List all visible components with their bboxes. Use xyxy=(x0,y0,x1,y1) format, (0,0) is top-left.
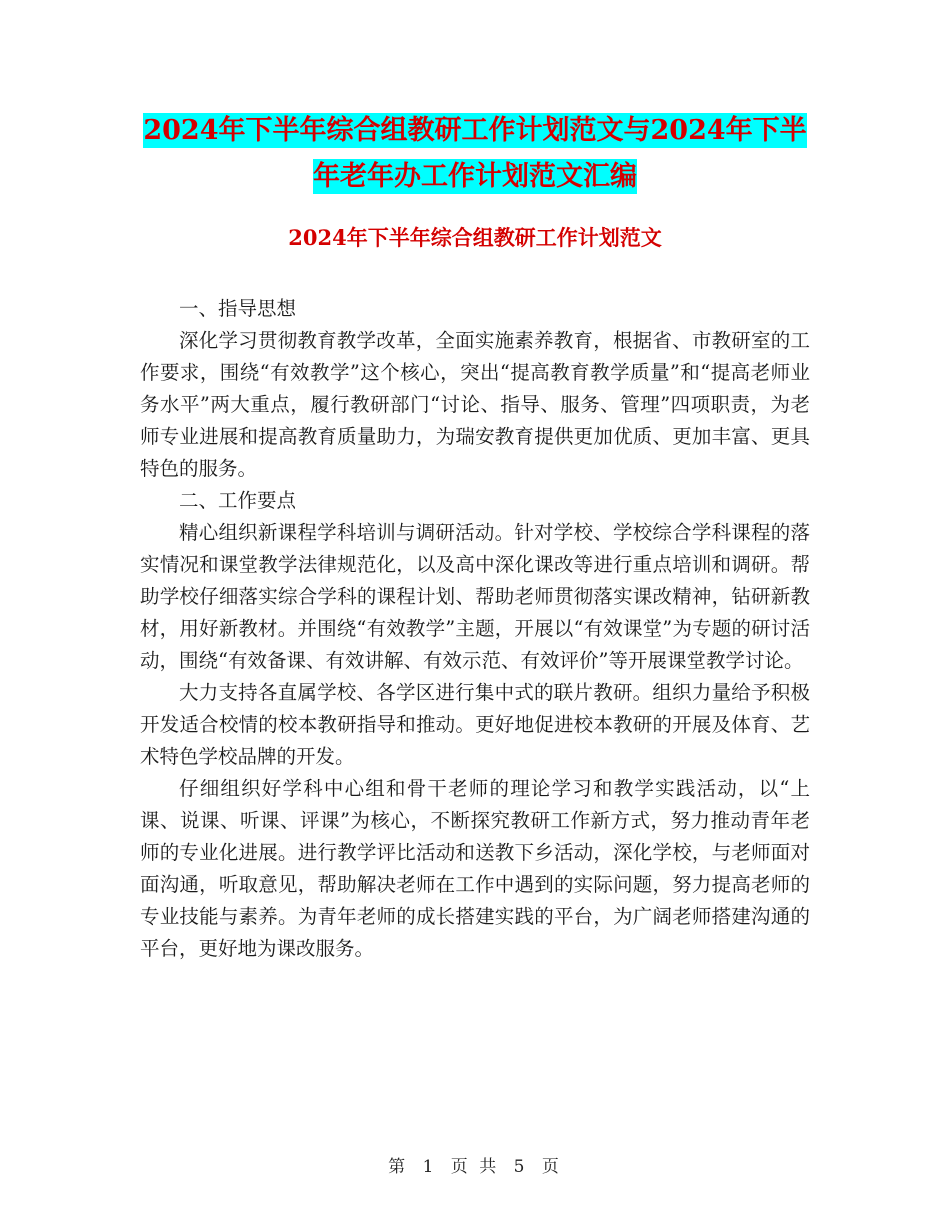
footer-page-number: 1 xyxy=(422,1157,437,1177)
paragraph-training: 精心组织新课程学科培训与调研活动。针对学校、学校综合学科课程的落实情况和课堂教学法律规范化，以及高中深化课改等进行重点培训和调研。帮助学校仔细落实综合学科的课程计划、帮助老师贯彻落实课改精神，钻研新教材，用好新教材。并围绕“有效教学”主题，开展以“有效课堂”为专题的研讨活动，围绕“有效备课、有效讲解、有效示范、有效评价”等开展课堂教学讨论。 xyxy=(140,521,810,672)
document-body xyxy=(140,293,810,965)
document-title-line-1: 2024年下半年综合组教研工作计划范文与2024年下半 xyxy=(143,115,807,146)
footer-page-total: 5 xyxy=(513,1157,528,1177)
heading-work-points: 二、工作要点 xyxy=(179,489,297,512)
document-title-line-2: 年老年办工作计划范文汇编 xyxy=(313,161,637,192)
section-title: 2024年下半年综合组教研工作计划范文 xyxy=(288,225,662,250)
page-footer xyxy=(0,1152,950,1177)
footer-mid: 页 共 xyxy=(450,1157,500,1177)
paragraph-joint-research: 大力支持各直属学校、各学区进行集中式的联片教研。组织力量给予积极开发适合校情的校本教研指导和推动。更好地促进校本教研的开展及体育、艺术特色学校品牌的开发。 xyxy=(140,681,810,768)
document-title xyxy=(140,108,810,200)
paragraph-teacher-development: 仔细组织好学科中心组和骨干老师的理论学习和教学实践活动，以“上课、说课、听课、评课”为核心，不断探究教研工作新方式，努力推动青年老师的专业化进展。进行教学评比活动和送教下乡活动，深化学校，与老师面对面沟通，听取意见，帮助解决老师在工作中遇到的实际问题，努力提高老师的专业技能与素养。为青年老师的成长搭建实践的平台，为广阔老师搭建沟通的平台，更好地为课改服务。 xyxy=(140,777,810,960)
footer-suffix: 页 xyxy=(541,1157,562,1177)
heading-guiding-ideology: 一、指导思想 xyxy=(179,297,297,320)
paragraph-guiding-ideology: 深化学习贯彻教育教学改革，全面实施素养教育，根据省、市教研室的工作要求，围绕“有效教学”这个核心，突出“提高教育教学质量”和“提高老师业务水平”两大重点，履行教研部门“讨论、指导、服务、管理”四项职责，为老师专业进展和提高教育质量助力，为瑞安教育提供更加优质、更加丰富、更具特色的服务。 xyxy=(140,329,810,480)
footer-prefix: 第 xyxy=(388,1157,409,1177)
